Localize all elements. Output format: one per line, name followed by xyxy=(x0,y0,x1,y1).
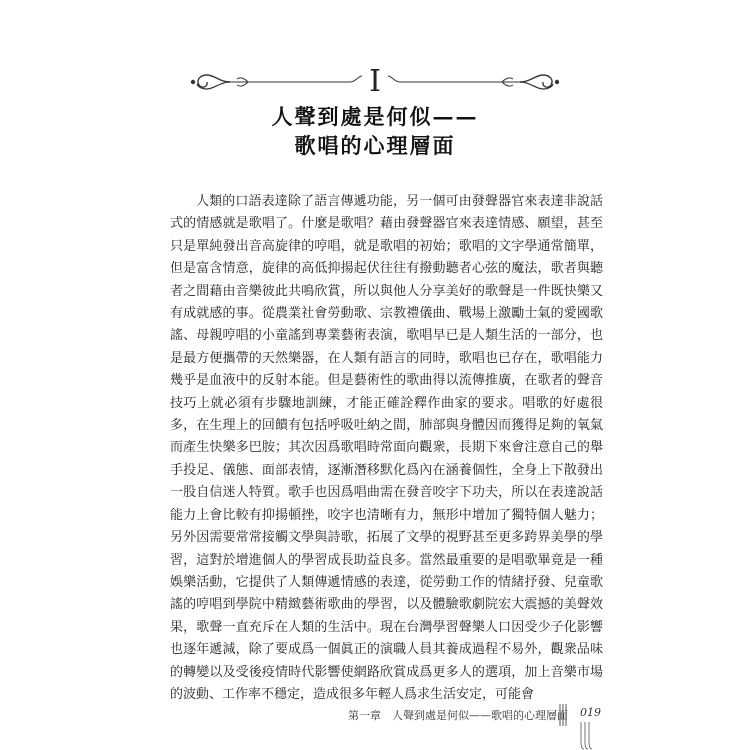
running-footer xyxy=(330,706,605,726)
body-text xyxy=(170,191,603,706)
chapter-ornament xyxy=(190,60,560,104)
chapter-title-line2: 歌唱的心理層面 xyxy=(294,133,456,158)
chapter-numeral: I xyxy=(369,64,381,99)
footer-chapter-label: 第一章 人聲到處是何似——歌唱的心理層面 xyxy=(348,709,568,722)
page-number: 019 xyxy=(580,706,601,719)
chapter-title-line1: 人聲到處是何似—— xyxy=(271,104,479,129)
footer-separator-icon xyxy=(558,704,568,726)
edge-lines-icon xyxy=(578,722,598,750)
body-paragraph: 人類的口語表達除了語言傳遞功能，另一個可由發聲器官來表達非說話式的情感就是歌唱了。什麼是歌唱？藉由發聲器官來表達情感、願望，甚至只是單純發出音高旋律的哼唱，就是歌唱的初始；歌唱的文字學通常簡單，但是富含情意，旋律的高低抑揚起伏往往有撥動聽者心弦的魔法，歌者與聽者之間藉由音樂彼此共鳴欣賞，所以與他人分享美好的歌聲是一件既快樂又有成就感的事。從農業社會勞動歌、宗教禮儀曲、戰場上激勵士氣的愛國歌謠、母親哼唱的小童謠到專業藝術表演，歌唱早已是人類生活的一部分，也是最方便攜帶的天然樂器，在人類有語言的同時，歌唱也已存在，歌唱能力幾乎是血液中的反射本能。但是藝術性的歌曲得以流傳推廣，在歌者的聲音技巧上就必須有步驟地訓練，才能正確詮釋作曲家的要求。唱歌的好處很多，在生理上的回饋有包括呼吸吐納之間，肺部與身體因而獲得足夠的氧氣而產生快樂多巴胺；其次因爲歌唱時常面向觀衆，長期下來會注意自己的舉手投足、儀態、面部表情，逐漸潛移默化爲內在涵養個性，全身上下散發出一股自信迷人特質。歌手也因爲唱曲需在發音咬字下功夫，所以在表達說話能力上會比較有抑揚頓挫，咬字也清晰有力，無形中增加了獨特個人魅力；另外因需要常常接觸文學與詩歌，拓展了文學的視野甚至更多跨界美學的學習，這對於增進個人的學習成長助益良多。當然最重要的是唱歌畢竟是一種娛樂活動，它提供了人類傳遞情感的表達，從勞動工作的情緒抒發、兒童歌謠的哼唱到學院中精緻藝術歌曲的學習，以及體驗歌劇院宏大震撼的美聲效果，歌聲一直充斥在人類的生活中。現在台灣學習聲樂人口因受少子化影響也逐年遞減，除了要成爲一個眞正的演職人員其養成過程不易外，觀衆品味的轉變以及受後疫情時代影響使網路欣賞成爲更多人的選項，加上音樂市場的波動、工作率不穩定，造成很多年輕人爲求生活安定，可能會 xyxy=(170,194,603,702)
